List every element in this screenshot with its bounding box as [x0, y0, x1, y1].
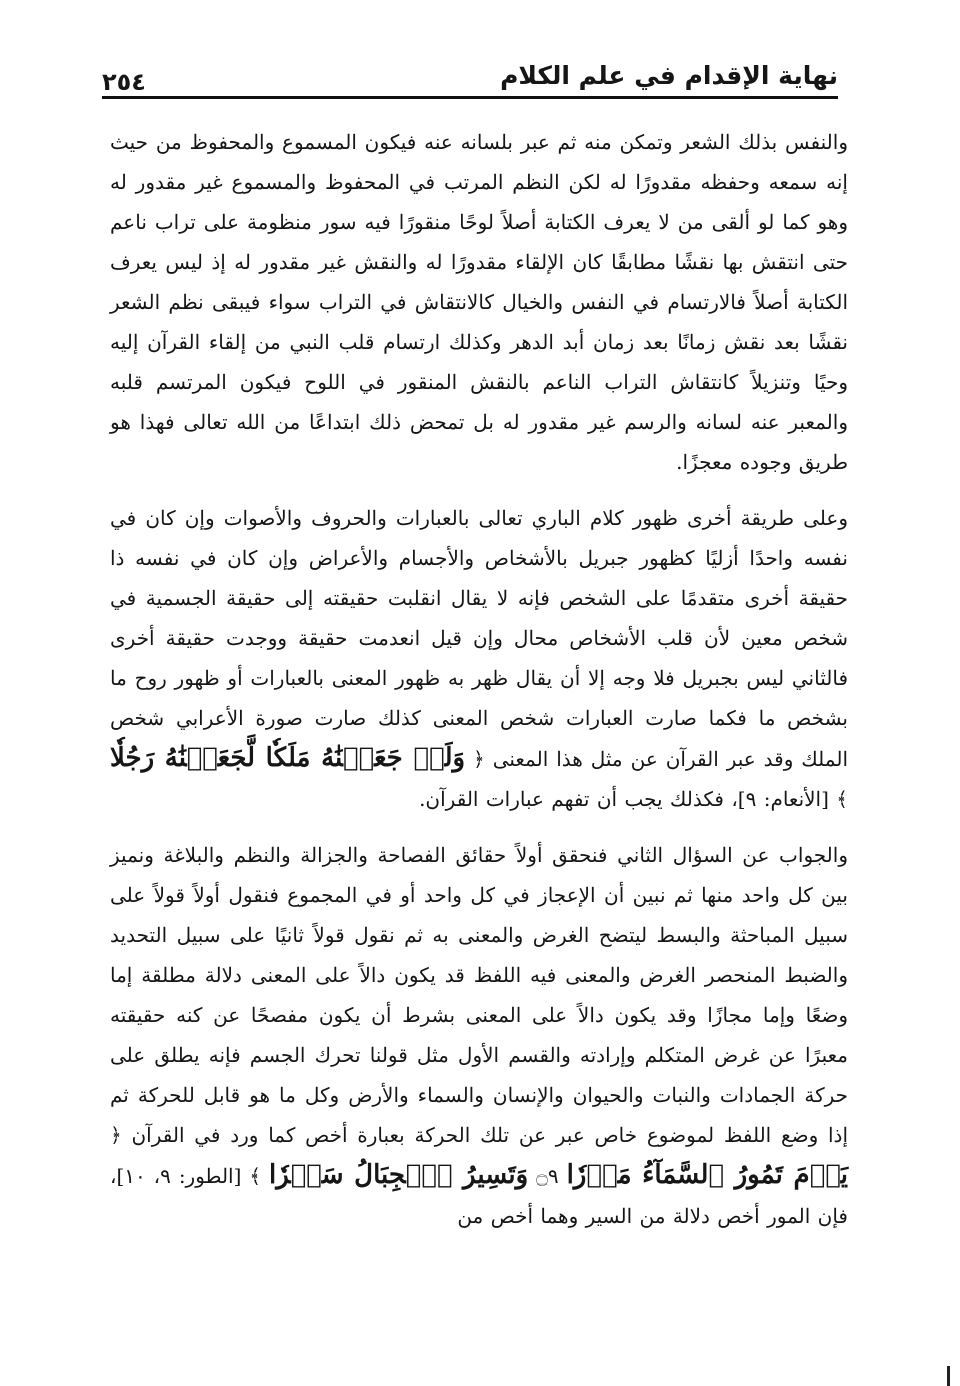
verse-citation: [الأنعام: ٩]، فكذلك يجب أن تفهم عبارات القرآن.: [419, 787, 829, 811]
header-rule: [102, 96, 838, 99]
paragraph-3-text: والجواب عن السؤال الثاني فنحقق أولاً حقائق الفصاحة والجزالة والنظم والبلاغة ونميز بين كل واحد منها ثم نبين أن الإعجاز في كل واحد أو في المجموع فنقول أولاً قولاً على سبيل المباحثة والبسط ليتضح الغرض والمعنى به ثم نقول قولاً ثانيًا على سبيل التحديد والضبط المنحصر الغرض والمعنى فيه اللفظ قد يكون دالاً على المعنى دلالة مطلقة إما وضعًا وإما مجازًا وقد يكون دالاً على المعنى بشرط أن يكون مفصحًا عن كنه حقيقته معبرًا عن غرض المتكلم وإرادته والقسم الأول مثل قولنا تحرك الجسم فإنه يطلق على حركة الجمادات والنبات والحيوان والإنسان والسماء والأرض وكل ما هو قابل للحركة ثم إذا وضع اللفظ لموضوع خاص عبر عن تلك الحركة بعبارة أخص كما ورد في القرآن: [110, 843, 849, 1147]
quran-bracket-open: ﴿: [473, 747, 485, 771]
paragraph-1-text: والنفس بذلك الشعر وتمكن منه ثم عبر بلسانه عنه فيكون المسموع والمحفوظ من حيث إنه سمعه وحفظه مقدورًا له لكن النظم المرتب في المحفوظ والمسموع غير مقدور له وهو كما لو ألقى من لا يعرف الكتابة أصلاً لوحًا منقورًا فيه سور منظومة على تراب ناعم حتى انتقش بها نقشًا مطابقًا كان الإلقاء مقدورًا له والنقش غير مقدور له إذ ليس يعرف الكتابة أصلاً فالارتسام في النفس والخيال كالانتقاش في التراب سواء فيبقى نظم الشعر نقشًا بعد نقش زمانًا بعد زمان أبد الدهر وكذلك ارتسام قلب النبي من إلقاء القرآن إليه وحيًا وتنزيلاً كانتقاش التراب الناعم بالنقش المنقور في اللوح فيكون المرتسم قلبه والمعبر عنه لسانه والرسم غير مقدور له بل تمحض ذلك ابتداعًا من الله تعالى فهذا هو طريق وجوده معجزًا.: [110, 130, 848, 474]
paragraph-2: [110, 498, 848, 819]
quran-verse: وَتَسِيرُ ٱلۡجِبَالُ سَيۡرٗا: [269, 1160, 529, 1190]
quran-verse: يَوۡمَ تَمُورُ ٱلسَّمَآءُ مَوۡرٗا: [566, 1160, 849, 1190]
quran-verse: وَلَوۡ جَعَلۡنَٰهُ مَلَكٗا لَّجَعَلۡنَٰهُ رَجُلٗا: [110, 743, 466, 773]
paragraph-2-text: وعلى طريقة أخرى ظهور كلام الباري تعالى بالعبارات والحروف والأصوات وإن كان في نفسه واحدًا أزليًا كظهور جبريل بالأشخاص والأجسام والأعراض وإن كان في نفسه ذا حقيقة أخرى متقدمًا على الشخص فإنه لا يقال انقلبت حقيقته إلى حقيقة الجسمية في شخص معين لأن قلب الأشخاص محال وإن قيل انعدمت حقيقة ووجدت حقيقة أخرى فالثاني ليس بجبريل فلا وجه إلا أن يقال ظهر به ظهور المعنى بالعبارات أو ظهور روح ما بشخص ما فكما صارت العبارات شخص المعنى كذلك صارت صورة الأعرابي شخص الملك وقد عبر القرآن عن مثل هذا المعنى: [110, 506, 848, 771]
scan-edge-mark: [947, 1366, 950, 1386]
running-header: [102, 60, 838, 116]
quran-bracket-open: ﴿: [110, 1123, 122, 1147]
quran-bracket-close: ﴾: [249, 1164, 262, 1188]
book-title: نهاية الإقدام في علم الكلام: [500, 61, 838, 90]
paragraph-3: [110, 835, 848, 1236]
paragraph-1: [110, 122, 848, 482]
verse-number-marker: ۝٩: [536, 1164, 559, 1188]
quran-bracket-close: ﴾: [836, 787, 848, 811]
verse-citation: [الطور: ٩، ١٠]، فإن المور أخص دلالة من السير وهما أخص من: [110, 1164, 848, 1228]
page-number: ٢٥٤: [102, 68, 146, 96]
page-body: [110, 122, 848, 1236]
